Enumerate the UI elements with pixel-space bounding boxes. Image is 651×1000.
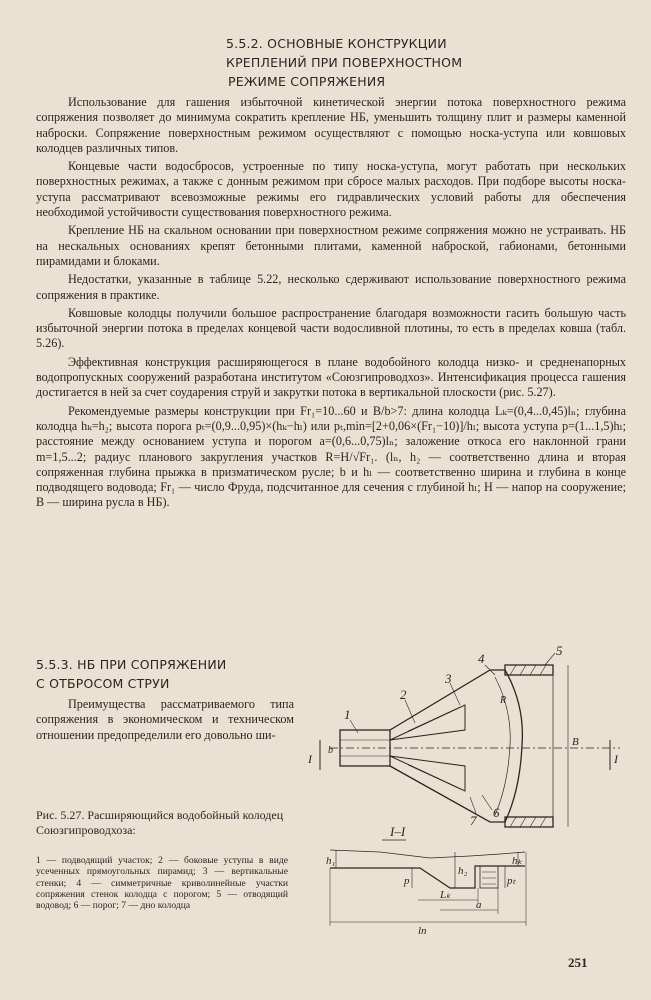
h1-label: h₁ bbox=[326, 855, 336, 867]
label-6: 6 bbox=[493, 805, 500, 820]
basin-width-label: B bbox=[572, 736, 579, 748]
section-5-5-2-heading bbox=[226, 34, 526, 91]
heading-line: С ОТБРОСОМ СТРУИ bbox=[36, 676, 170, 691]
label-2: 2 bbox=[400, 687, 407, 702]
figure-legend: 1 — подводящий участок; 2 — боковые уступы в виде усеченных прямоугольных пирамид; 3 — вертикальные стенки; 4 — симметричные криволинейные участки сопряжения стенок колодца с порогом; 5 — отводящий водовод; 6 — порог; 7 — дно колодца bbox=[36, 855, 288, 912]
paragraph: Ковшовые колодцы получили большое распространение благодаря возможности гасить большую часть избыточной энергии потока в пределах концевой части водосливной плотины, то есть в пределах ковша (табл. 5.26). bbox=[36, 305, 626, 351]
section-5-5-3-heading bbox=[36, 655, 296, 693]
paragraph: Эффективная конструкция расширяющегося в плане водобойного колодца низко- и средненапорных водопропускных сооружений разработана институтом «Союзгипроводхоз». Интенсификация процесса гашения достигается в ней за счет соударения струй и закрутки потока в вертикальной плоскости (рис. 5.27). bbox=[36, 354, 626, 400]
paragraph: Крепление НБ на скальном основании при поверхностном режиме сопряжения можно не устраивать. НБ на нескальных основаниях крепят бетонными плитами, каменной наброской, габионами, бетонными пирамидами и блоками. bbox=[36, 223, 626, 268]
hk-label: hₖ bbox=[512, 855, 523, 867]
section-mark-right: I bbox=[614, 752, 618, 766]
heading-line: 5.5.3. НБ ПРИ СОПРЯЖЕНИИ bbox=[36, 657, 227, 672]
h2-label: h₂ bbox=[458, 865, 468, 877]
heading-line: РЕЖИМЕ СОПРЯЖЕНИЯ bbox=[228, 74, 386, 89]
p-label: p bbox=[404, 875, 410, 887]
ln-label: lп bbox=[418, 925, 427, 937]
label-5: 5 bbox=[556, 645, 563, 658]
section-profile bbox=[330, 866, 525, 888]
paragraph: Использование для гашения избыточной кинетической энергии потока поверхностного режима сопряжения позволяет до минимума сократить крепление НБ, уменьшить толщину плит и размеры каменной наброски. Сопряжение поверхностным режимом осуществляют с помощью носка-уступа или ковшовых колодцев различных типов. bbox=[36, 95, 626, 155]
label-4: 4 bbox=[478, 651, 485, 666]
section-5-5-3-body bbox=[36, 697, 294, 743]
section-title: I–I bbox=[390, 824, 406, 839]
lower-wall bbox=[390, 766, 505, 822]
outlet-upper-wall bbox=[505, 665, 553, 675]
curved-sill bbox=[505, 670, 522, 822]
a-label: a bbox=[476, 899, 482, 911]
section-mark-left: I bbox=[308, 752, 312, 766]
lower-side-step bbox=[390, 756, 465, 791]
label-1: 1 bbox=[344, 707, 351, 722]
paragraph: Концевые части водосбросов, устроенные по типу носка-уступа, могут работать при нескольких поверхностных режимах, а также с донным режимом при сбросе малых расходов. При подборе высоты носка-уступа рассматривают всевозможные режимы его гидравлических условий работы для обеспечения необходимой устойчивости существования поверхностного режима. bbox=[36, 159, 626, 220]
inlet-width-label: b bbox=[328, 745, 333, 756]
heading-line: КРЕПЛЕНИЙ ПРИ ПОВЕРХНОСТНОМ bbox=[226, 55, 463, 70]
label-7: 7 bbox=[470, 813, 477, 828]
paragraph: Недостатки, указанные в таблице 5.22, несколько сдерживают использование поверхностного режима сопряжения в практике. bbox=[36, 272, 626, 302]
figure-caption: Рис. 5.27. Расширяющийся водобойный колодец Союзгипроводхоза: bbox=[36, 808, 284, 837]
lk-label: Lₖ bbox=[440, 889, 451, 901]
figure-section-view bbox=[300, 822, 620, 937]
figure-plan-view bbox=[300, 645, 630, 845]
radius-label: R bbox=[500, 695, 507, 706]
water-surface bbox=[330, 850, 525, 858]
paragraph: Рекомендуемые размеры конструкции при Fr₁=10...60 и B/b>7: длина колодца Lₖ=(0,4...0,45)lₙ; глубина колодца hₖ=h₂; высота порога pₜ=(0,9...0,95)×(hₖ−hₗ) или pₜ,min=[2+0,06×(Fr₁−10)]/hₗ; высота уступа p=(1...1,5)hₗ; расстояние между основанием уступа и порогом a=(0,6...0,75)lₙ; заложение откоса его наклонной грани m=1,5...2; радиус планового закругления участков R=H/√Fr₁. (lₙ, h₂ — соответственно длина и вторая сопряженная глубина прыжка в призматическом русле; b и hₗ — соответственно ширина и глубина в конце подводящего водовода; Fr₁ — число Фруда, подсчитанное для сечения с глубиной hₗ; H — напор на сооружение; B — ширина русла в НБ). bbox=[36, 403, 626, 510]
page-number: 251 bbox=[568, 955, 588, 970]
pt-label: pₜ bbox=[507, 875, 516, 887]
section-5-5-2-body bbox=[36, 95, 626, 514]
label-3: 3 bbox=[445, 671, 452, 686]
paragraph: Преимущества рассматриваемого типа сопряжения в экономическом и техническом отношении предопределили его довольно ши- bbox=[36, 697, 294, 742]
heading-line: 5.5.2. ОСНОВНЫЕ КОНСТРУКЦИИ bbox=[226, 36, 447, 51]
